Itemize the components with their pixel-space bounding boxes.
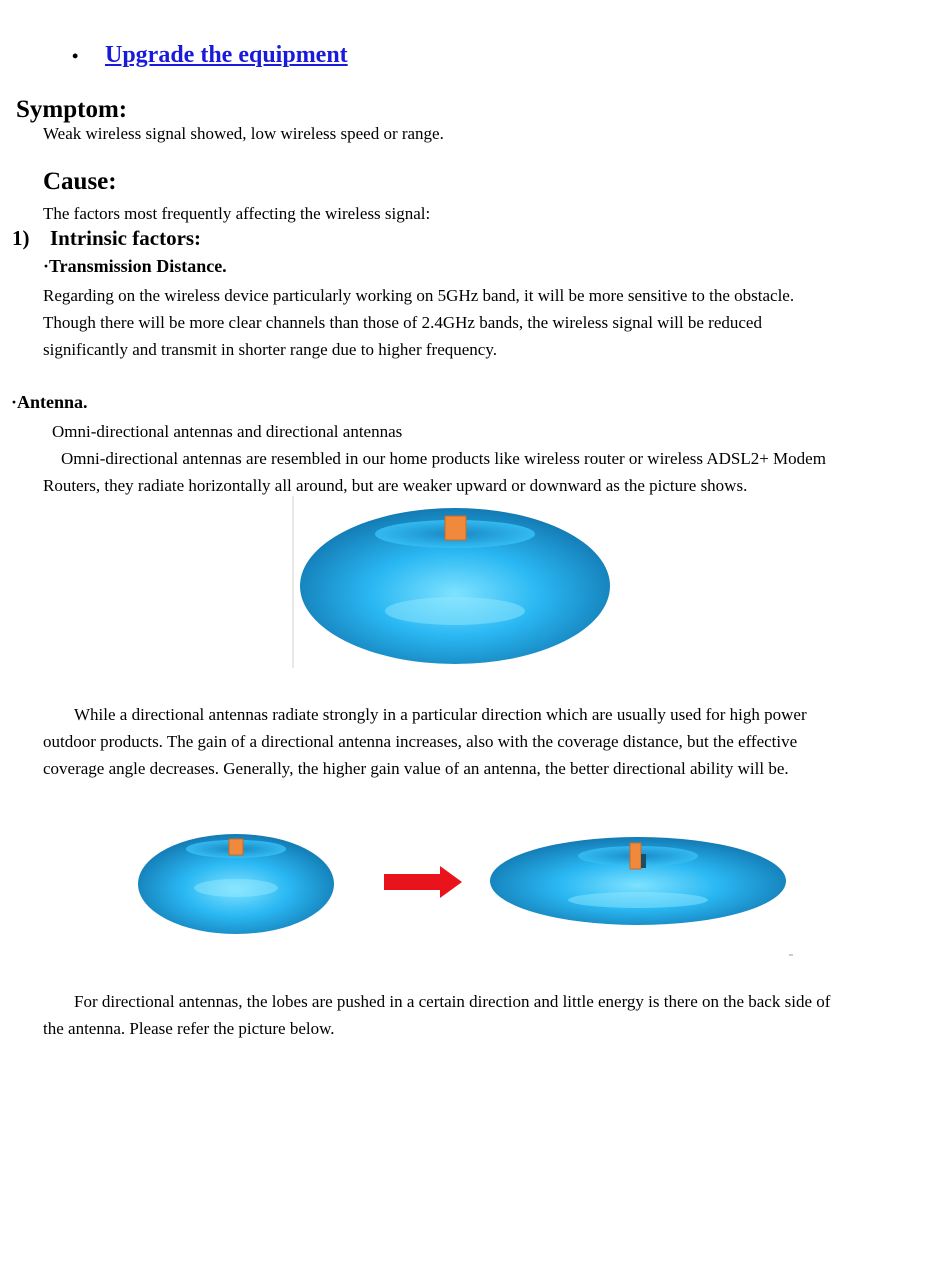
cause-intro: The factors most frequently affecting the wireless signal: — [43, 204, 431, 223]
text-line: Regarding on the wireless device particularly working on 5GHz band, it will be more sensitive to the obstacle. — [43, 286, 795, 305]
omni-antenna-pattern-image — [292, 496, 622, 671]
cause-heading: Cause: — [43, 168, 117, 195]
text-line: outdoor products. The gain of a directional antenna increases, also with the coverage distance, but the effective — [43, 732, 798, 751]
arrow-right-icon — [384, 866, 462, 898]
upgrade-link-row — [72, 42, 348, 69]
text-line: significantly and transmit in shorter range due to higher frequency. — [43, 340, 497, 359]
lobes-paragraph — [43, 988, 853, 1042]
transmission-paragraph — [43, 282, 853, 363]
section-number: 1) — [12, 226, 30, 250]
intrinsic-factors-label: Intrinsic factors: — [50, 226, 202, 250]
antenna-subtitle: Omni-directional antennas and directional antennas — [52, 422, 403, 441]
directional-paragraph — [43, 701, 853, 782]
text-line: the antenna. Please refer the picture below. — [43, 1019, 335, 1038]
gain-comparison-image — [130, 826, 810, 961]
bullet: • — [72, 46, 79, 66]
symptom-text: Weak wireless signal showed, low wireless speed or range. — [43, 124, 444, 143]
omni-paragraph — [43, 445, 853, 499]
text-line: Though there will be more clear channels than those of 2.4GHz bands, the wireless signal will be reduced — [43, 313, 762, 332]
high-gain-pattern — [490, 837, 786, 925]
antenna-heading: ·Antenna. — [11, 392, 88, 412]
low-gain-pattern — [138, 834, 334, 934]
text-line: Omni-directional antennas are resembled in our home products like wireless router or wireless ADSL2+ Modem — [61, 449, 826, 468]
text-line: Routers, they radiate horizontally all around, but are weaker upward or downward as the picture shows. — [43, 476, 748, 495]
upgrade-equipment-link[interactable]: Upgrade the equipment — [105, 42, 348, 68]
intrinsic-factors-heading — [12, 226, 201, 251]
text-line: For directional antennas, the lobes are pushed in a certain direction and little energy is there on the back side of — [74, 992, 831, 1011]
text-line: While a directional antennas radiate strongly in a particular direction which are usually used for high power — [74, 705, 807, 724]
transmission-distance-heading: ·Transmission Distance. — [43, 256, 227, 276]
text-line: coverage angle decreases. Generally, the higher gain value of an antenna, the better directional ability will be. — [43, 759, 789, 778]
symptom-heading: Symptom: — [16, 96, 128, 123]
